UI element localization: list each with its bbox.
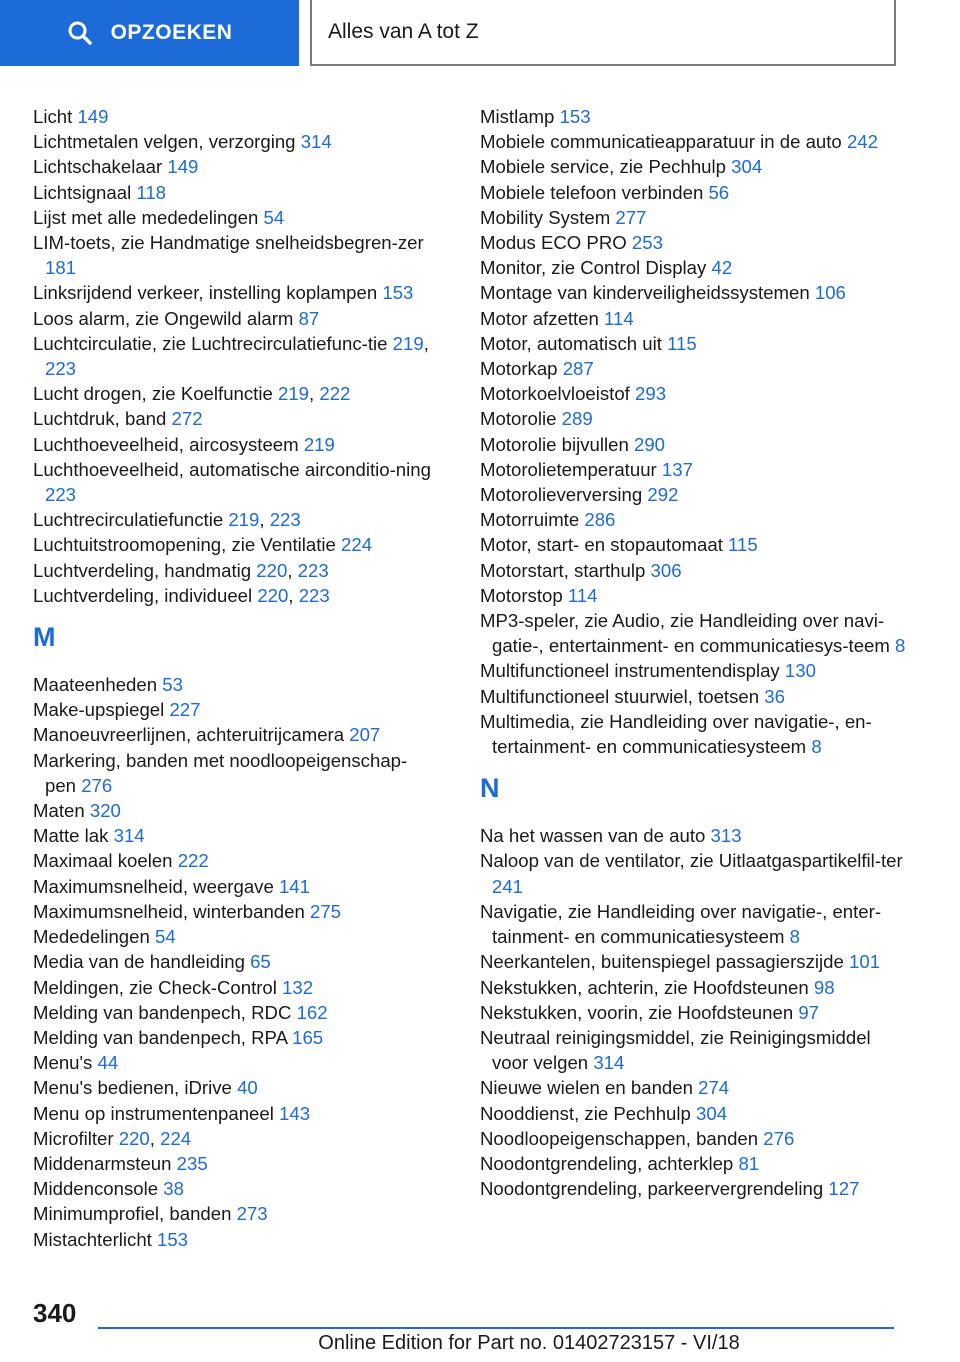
index-entry	[480, 331, 910, 356]
page-link[interactable]: 219	[228, 509, 260, 531]
page-number: 340	[33, 1298, 77, 1328]
index-entry-term: Luchthoeveelheid, automatische airconditio-ning	[33, 458, 431, 480]
index-entry-term: Na het wassen van de auto	[480, 825, 706, 847]
index-entry	[33, 280, 433, 305]
index-entry-term: Luchtrecirculatiefunctie	[33, 509, 224, 531]
page-link[interactable]: 276	[81, 774, 113, 796]
index-entry	[480, 381, 910, 406]
index-entry-term: Luchtcirculatie, zie Luchtrecirculatiefunc-tie	[33, 332, 388, 354]
index-entry	[33, 949, 433, 974]
page-link[interactable]: 292	[647, 484, 679, 506]
page-link[interactable]: 38	[163, 1178, 184, 1200]
index-entry	[480, 255, 910, 280]
header-bar	[0, 0, 960, 66]
index-entry-term: Melding van bandenpech, RDC	[33, 1001, 292, 1023]
index-entry	[480, 129, 910, 154]
index-entry-term: Motor, automatisch uit	[480, 332, 662, 354]
index-entry-term: Motorolie bijvullen	[480, 433, 629, 455]
index-entry: Microfilter 220, 224	[33, 1127, 192, 1149]
index-entry-term: Noodontgrendeling, parkeervergrendeling	[480, 1178, 824, 1200]
index-entry	[33, 924, 433, 949]
index-entry-term: Luchtverdeling, individueel	[33, 584, 253, 606]
page-link[interactable]: 181	[45, 257, 77, 279]
index-entry	[33, 1025, 433, 1050]
page-link[interactable]: 149	[77, 106, 109, 127]
index-entry	[480, 230, 910, 255]
index-entry	[480, 975, 910, 1000]
index-entry	[33, 722, 433, 747]
page-link[interactable]: 127	[828, 1178, 860, 1200]
page-link[interactable]: 272	[171, 408, 203, 430]
page-link[interactable]: 65	[250, 951, 271, 973]
page-link[interactable]: 320	[89, 800, 121, 822]
index-entry	[480, 608, 910, 658]
page-link[interactable]: 54	[155, 926, 176, 948]
page-link[interactable]: 153	[382, 282, 414, 304]
page-link[interactable]: 227	[169, 699, 201, 721]
index-entry	[480, 482, 910, 507]
page-link[interactable]: 56	[708, 181, 730, 203]
index-column-left	[33, 104, 433, 1252]
index-entry-term: Noodontgrendeling, achterklep	[480, 1152, 734, 1174]
index-entry	[33, 1101, 433, 1126]
index-entry	[33, 899, 433, 924]
index-entry	[33, 697, 433, 722]
index-entry	[33, 975, 433, 1000]
index-entry-term: Manoeuvreerlijnen, achteruitrijcamera	[33, 724, 345, 746]
index-entry-term: Middenarmsteun	[33, 1152, 172, 1174]
page-link[interactable]: 87	[298, 307, 320, 329]
index-entry-term: Motorolie	[480, 408, 557, 430]
page-link[interactable]: 242	[846, 131, 878, 153]
index-entry	[33, 1227, 433, 1252]
index-entry-term: Motorruimte	[480, 509, 580, 531]
search-tab-label: OPZOEKEN	[110, 21, 233, 44]
index-entry-term: Lichtsignaal	[33, 181, 132, 203]
index-entry-term: Matte lak	[33, 825, 109, 847]
page-link[interactable]: 54	[263, 206, 285, 228]
index-entry	[480, 658, 910, 683]
index-entry-term: Lijst met alle mededelingen	[33, 206, 259, 228]
page-link[interactable]: 289	[561, 408, 593, 430]
index-entry-term: Linksrijdend verkeer, instelling koplampen	[33, 282, 378, 304]
index-entry	[33, 823, 433, 848]
footer-divider	[98, 1327, 894, 1329]
index-entry: Luchtverdeling, individueel 220, 223	[33, 584, 330, 606]
page-link[interactable]: 223	[297, 559, 329, 581]
page-link[interactable]: 81	[738, 1152, 760, 1174]
page-link[interactable]: 115	[728, 534, 758, 556]
page-link[interactable]: 241	[492, 875, 524, 897]
index-entry-term: Motorstart, starthulp	[480, 559, 646, 581]
index-entry	[33, 1000, 433, 1025]
index-entry	[480, 154, 910, 179]
index-entry	[480, 507, 910, 532]
index-entry-term: Montage van kinderveiligheidssystemen	[480, 282, 810, 304]
index-entry	[33, 104, 433, 129]
index-entry: Luchtrecirculatiefunctie 219, 223	[33, 509, 301, 531]
index-letter-heading: N	[480, 773, 500, 804]
index-entry-term: Luchtverdeling, handmatig	[33, 559, 252, 581]
page-link[interactable]: 224	[341, 534, 373, 556]
index-entry	[33, 129, 433, 154]
index-entry-term: Melding van bandenpech, RPA	[33, 1026, 287, 1048]
index-entry-term: Multifunctioneel stuurwiel, toetsen	[480, 685, 760, 707]
page-link[interactable]: 293	[635, 383, 667, 405]
index-entry	[480, 280, 910, 305]
index-entry	[480, 583, 910, 608]
page-link[interactable]: 314	[300, 131, 332, 153]
index-entry-term: Motorkoelvloeistof	[480, 383, 630, 405]
index-entry-term: LIM-toets, zie Handmatige snelheidsbegren-zer	[33, 232, 424, 254]
index-entry-term: Lucht drogen, zie Koelfunctie	[33, 383, 273, 405]
page-link[interactable]: 207	[349, 724, 381, 746]
index-entry	[33, 874, 433, 899]
page-link[interactable]: 36	[764, 685, 785, 707]
index-entry	[33, 306, 433, 331]
breadcrumb[interactable]	[310, 0, 896, 66]
index-entry-term: Motorkap	[480, 358, 558, 380]
page-link[interactable]: 220	[118, 1127, 150, 1149]
index-entry-term: Multifunctioneel instrumentendisplay	[480, 660, 780, 682]
index-entry	[480, 558, 910, 583]
page-link[interactable]: 314	[113, 825, 145, 847]
footer-edition: Online Edition for Part no. 01402723157 - VI/18	[318, 1332, 740, 1354]
page-link[interactable]: 42	[711, 257, 733, 279]
index-entry	[480, 684, 910, 709]
index-entry	[33, 432, 433, 457]
index-entry-term: Motor, start- en stopautomaat	[480, 534, 723, 556]
index-letter-heading: M	[33, 622, 56, 653]
index-entry-term: Lichtmetalen velgen, verzorging	[33, 131, 296, 153]
index-entry	[33, 1176, 433, 1201]
page-link[interactable]: 153	[559, 106, 591, 127]
index-entry	[33, 180, 433, 205]
index-entry	[480, 1126, 910, 1151]
page-link[interactable]: 273	[236, 1203, 268, 1225]
page-link[interactable]: 223	[45, 484, 77, 506]
page-link[interactable]: 141	[278, 875, 310, 897]
index-entry-term: Modus ECO PRO	[480, 232, 627, 254]
page-link[interactable]: 115	[667, 332, 697, 354]
page-link[interactable]: 130	[784, 660, 816, 682]
page-link[interactable]: 8	[789, 926, 800, 948]
index-entry	[33, 457, 433, 507]
index-entry-term: Multimedia, zie Handleiding over navigatie-, en-tertainment- en communicatiesysteem	[480, 710, 872, 758]
index-entry-term: Media van de handleiding	[33, 951, 245, 973]
index-entry	[480, 406, 910, 431]
index-entry-term: Loos alarm, zie Ongewild alarm	[33, 307, 294, 329]
index-entry	[33, 848, 433, 873]
index-entry-term: Mistachterlicht	[33, 1228, 152, 1250]
search-icon	[67, 20, 93, 46]
page-link[interactable]: 306	[650, 559, 682, 581]
index-entry-term: Mobiele communicatieapparatuur in de auto	[480, 131, 842, 153]
page-link[interactable]: 222	[319, 383, 351, 405]
page-link[interactable]: 304	[696, 1102, 728, 1124]
page-link[interactable]: 219	[277, 383, 310, 405]
page-link[interactable]: 53	[162, 674, 183, 696]
index-entry	[480, 457, 910, 482]
index-entry-term: Markering, banden met noodloopeigenschap-pen	[33, 749, 408, 796]
index-entry	[480, 432, 910, 457]
index-entry-term: Mobiele service, zie Pechhulp	[480, 156, 726, 178]
index-entry	[33, 1201, 433, 1226]
page-link[interactable]: 44	[97, 1052, 119, 1074]
index-entry-term: Maximumsnelheid, weergave	[33, 875, 274, 897]
page-link[interactable]: 165	[292, 1026, 324, 1048]
index-entry	[33, 230, 433, 280]
page-link[interactable]: 223	[269, 509, 301, 531]
index-entry	[33, 532, 433, 557]
index-entry	[33, 1050, 433, 1075]
index-entry	[33, 748, 433, 798]
index-entry-term: Microfilter	[33, 1127, 114, 1149]
search-tab[interactable]	[0, 0, 299, 66]
index-entry-term: Mededelingen	[33, 926, 150, 948]
index-entry	[33, 406, 433, 431]
index-entry: Lucht drogen, zie Koelfunctie 219, 222	[33, 383, 351, 405]
index-entry-term: Luchtdruk, band	[33, 408, 167, 430]
page-link[interactable]: 304	[731, 156, 763, 178]
index-entry-term: Lichtschakelaar	[33, 156, 163, 178]
index-entry	[480, 1176, 910, 1201]
page-link[interactable]: 276	[763, 1127, 795, 1149]
page-link[interactable]: 253	[631, 232, 663, 254]
index-entry-term: Menu's bedienen, iDrive	[33, 1077, 232, 1099]
index-entry-term: Motor afzetten	[480, 307, 599, 329]
page-link[interactable]: 97	[798, 1001, 820, 1023]
index-entry-term: Licht	[33, 106, 73, 127]
page-link[interactable]: 223	[45, 358, 77, 380]
page-link[interactable]: 220	[256, 559, 288, 581]
page-link[interactable]: 287	[562, 358, 594, 380]
index-entry	[33, 798, 433, 823]
index-entry-term: Motorstop	[480, 584, 563, 606]
index-entry: Luchtverdeling, handmatig 220, 223	[33, 559, 329, 581]
index-entry-term: Mobiele telefoon verbinden	[480, 181, 704, 203]
index-entry-term: Maten	[33, 800, 85, 822]
index-entry-term: Navigatie, zie Handleiding over navigatie-, enter-tainment- en communicatiesysteem	[480, 900, 882, 948]
index-entry-term: Mobility System	[480, 206, 611, 228]
index-entry-term: Minimumprofiel, banden	[33, 1203, 232, 1225]
index-entry	[480, 532, 910, 557]
index-entry-term: Maateenheden	[33, 674, 158, 696]
index-entry-term: Mistlamp	[480, 106, 555, 127]
index-entry-term: Menu op instrumentenpaneel	[33, 1102, 274, 1124]
index-entry	[33, 1151, 433, 1176]
index-entry-term: Neerkantelen, buitenspiegel passagierszijde	[480, 951, 844, 973]
index-entry	[480, 306, 910, 331]
page-link[interactable]: 219	[303, 433, 335, 455]
page-link[interactable]: 275	[310, 900, 342, 922]
page-link[interactable]: 286	[584, 509, 616, 531]
page-link[interactable]: 8	[811, 736, 822, 758]
page-link[interactable]: 162	[296, 1001, 328, 1023]
page-link[interactable]: 132	[282, 976, 314, 998]
index-entry	[480, 1025, 910, 1075]
page-link[interactable]: 274	[698, 1077, 730, 1099]
page-link[interactable]: 235	[176, 1152, 208, 1174]
index-entry	[480, 180, 910, 205]
index-entry-term: Luchtuitstroomopening, zie Ventilatie	[33, 534, 336, 556]
page-link[interactable]: 114	[567, 584, 598, 606]
page-link[interactable]: 149	[167, 156, 199, 178]
page-link[interactable]: 106	[814, 282, 846, 304]
page-link[interactable]: 8	[895, 635, 906, 657]
index-entry-term: Monitor, zie Control Display	[480, 257, 707, 279]
index-entry	[480, 1075, 910, 1100]
index-entry-term: Maximaal koelen	[33, 850, 173, 872]
page-link[interactable]: 114	[604, 307, 634, 329]
page-link[interactable]: 137	[661, 458, 693, 480]
index-entry	[480, 1151, 910, 1176]
index-entry-term: Motorolietemperatuur	[480, 458, 657, 480]
index-entry-term: MP3-speler, zie Audio, zie Handleiding over navi-gatie-, entertainment- en communicatiesys-teem	[480, 610, 890, 657]
index-entry-term: Nooddienst, zie Pechhulp	[480, 1102, 691, 1124]
index-entry	[480, 205, 910, 230]
page-link[interactable]: 40	[237, 1077, 258, 1099]
index-entry-term: Noodloopeigenschappen, banden	[480, 1127, 759, 1149]
page-link[interactable]: 277	[615, 206, 647, 228]
page-link[interactable]: 314	[593, 1052, 625, 1074]
page-link[interactable]: 219	[392, 332, 424, 354]
index-entry	[33, 1075, 433, 1100]
index-entry-term: Nieuwe wielen en banden	[480, 1077, 693, 1099]
index-entry	[480, 356, 910, 381]
index-entry	[480, 1101, 910, 1126]
index-entry-term: Maximumsnelheid, winterbanden	[33, 900, 305, 922]
page-link[interactable]: 220	[257, 584, 289, 606]
page-link[interactable]: 98	[813, 976, 835, 998]
index-column-right	[480, 104, 910, 1201]
index-entry-term: Luchthoeveelheid, aircosysteem	[33, 433, 299, 455]
index-entry	[480, 104, 910, 129]
page-link[interactable]: 153	[157, 1228, 189, 1250]
index-entry	[480, 709, 910, 759]
index-entry	[33, 205, 433, 230]
page-link[interactable]: 224	[160, 1127, 192, 1149]
index-entry-term: Menu's	[33, 1052, 93, 1074]
index-entry-term: Nekstukken, achterin, zie Hoofdsteunen	[480, 976, 809, 998]
index-entry-term: Meldingen, zie Check-Control	[33, 976, 277, 998]
page-link[interactable]: 223	[298, 584, 330, 606]
index-entry-term: Make-upspiegel	[33, 699, 165, 721]
page-link[interactable]: 313	[710, 825, 742, 847]
index-entry	[480, 1000, 910, 1025]
index-entry	[480, 899, 910, 949]
index-entry	[480, 823, 910, 848]
index-entry-term: Nekstukken, voorin, zie Hoofdsteunen	[480, 1001, 794, 1023]
page-link[interactable]: 118	[136, 181, 167, 203]
index-entry	[33, 154, 433, 179]
page-link[interactable]: 222	[177, 850, 209, 872]
page-link[interactable]: 290	[634, 433, 666, 455]
breadcrumb-label: Alles van A tot Z	[328, 20, 479, 43]
page-link[interactable]: 143	[279, 1102, 311, 1124]
index-entry-term: Motorolieverversing	[480, 484, 643, 506]
page-link[interactable]: 101	[849, 951, 881, 973]
index-entry-term: Neutraal reinigingsmiddel, zie Reinigingsmiddel voor velgen	[480, 1026, 871, 1074]
index-entry-term: Middenconsole	[33, 1178, 159, 1200]
index-entry	[480, 848, 910, 898]
index-entry-term: Naloop van de ventilator, zie Uitlaatgaspartikelfil-ter	[480, 850, 903, 872]
index-entry	[33, 672, 433, 697]
index-entry	[480, 949, 910, 974]
index-entry: Luchtcirculatie, zie Luchtrecirculatiefunc-tie 219, 223	[33, 332, 429, 380]
